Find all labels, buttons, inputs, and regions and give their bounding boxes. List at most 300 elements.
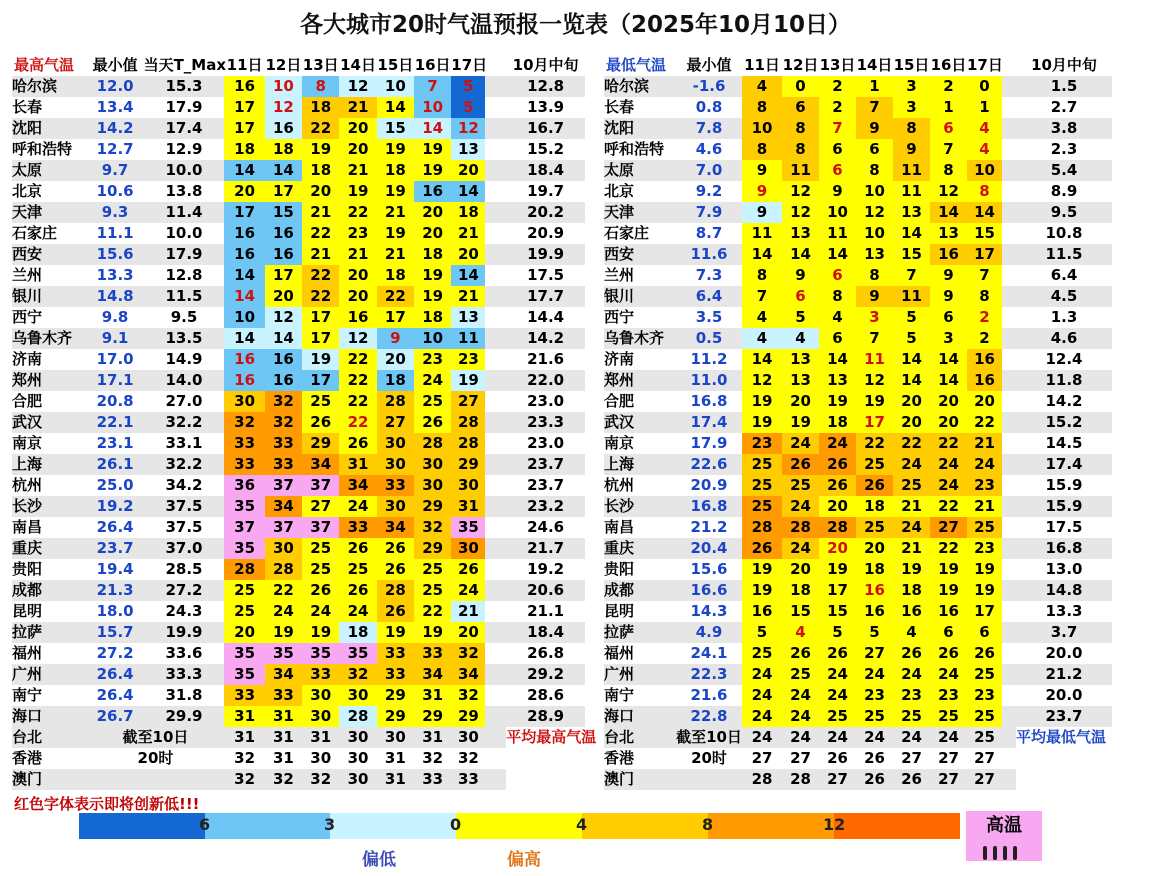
high-header-cell: 10月中旬	[512, 56, 579, 74]
city-name: 南京	[12, 433, 87, 454]
forecast-cell: 11	[742, 223, 782, 244]
average-note: 平均最高气温	[506, 728, 597, 746]
city-name: 石家庄	[604, 223, 676, 244]
forecast-cell: 24	[930, 727, 967, 748]
forecast-cell: 14	[265, 160, 302, 181]
forecast-cell: 26	[377, 538, 414, 559]
forecast-cell: 20	[782, 559, 819, 580]
table-row	[12, 349, 585, 370]
forecast-cell: 18	[819, 412, 856, 433]
forecast-cell: 26	[819, 643, 856, 664]
forecast-cell: 6	[819, 265, 856, 286]
forecast-cell: 24	[893, 517, 930, 538]
mid-october-value: 17.4	[1016, 454, 1112, 475]
forecast-cell: 26	[782, 643, 819, 664]
forecast-cell: 18	[339, 622, 376, 643]
forecast-cell: 8	[782, 139, 819, 160]
legend-tick-label: 12	[823, 815, 846, 834]
min-value: 20.8	[87, 391, 144, 412]
forecast-cell: 20	[782, 391, 819, 412]
min-value: 6.4	[676, 286, 742, 307]
forecast-cell: 32	[224, 412, 264, 433]
min-value: 21.2	[676, 517, 742, 538]
city-name: 海口	[604, 706, 676, 727]
forecast-cell: 20	[451, 244, 485, 265]
spacer-cell	[1002, 706, 1016, 727]
forecast-cell: 26	[930, 643, 967, 664]
mid-october-value: 11.8	[1016, 370, 1112, 391]
city-name: 郑州	[604, 370, 676, 391]
forecast-cell: 13	[856, 244, 893, 265]
forecast-cell: 24	[819, 664, 856, 685]
today-max-value: 31.8	[144, 685, 225, 706]
forecast-cell: 29	[302, 433, 339, 454]
forecast-cell: 25	[967, 517, 1002, 538]
forecast-cell: 26	[819, 748, 856, 769]
table-row	[12, 202, 585, 223]
forecast-cell: 5	[782, 307, 819, 328]
spacer-cell	[485, 202, 506, 223]
forecast-cell: 6	[930, 307, 967, 328]
spacer-cell	[1002, 370, 1016, 391]
min-value: 11.2	[676, 349, 742, 370]
forecast-cell: 16	[265, 118, 302, 139]
forecast-cell: 29	[414, 538, 451, 559]
forecast-cell: 5	[451, 76, 485, 97]
high-header-cell: 16日	[414, 56, 451, 74]
forecast-cell: 26	[377, 601, 414, 622]
forecast-cell: 29	[414, 496, 451, 517]
forecast-cell: 25	[856, 454, 893, 475]
low-header-cell: 13日	[819, 56, 856, 74]
table-row	[604, 97, 1112, 118]
min-value: 8.7	[676, 223, 742, 244]
forecast-cell: 22	[930, 496, 967, 517]
forecast-cell: 30	[414, 475, 451, 496]
mid-october-value: 15.9	[1016, 496, 1112, 517]
forecast-cell: 22	[302, 265, 339, 286]
forecast-cell: 22	[930, 538, 967, 559]
forecast-cell: 22	[339, 370, 376, 391]
forecast-cell: 33	[451, 769, 485, 790]
mid-october-value: 4.5	[1016, 286, 1112, 307]
mid-october-value: 19.2	[506, 559, 585, 580]
forecast-cell: 11	[856, 349, 893, 370]
spacer-cell	[485, 244, 506, 265]
forecast-cell: 33	[224, 454, 264, 475]
forecast-cell: 18	[265, 139, 302, 160]
forecast-cell: 2	[819, 97, 856, 118]
forecast-cell: 25	[893, 706, 930, 727]
forecast-cell: 26	[893, 643, 930, 664]
forecast-cell: 33	[339, 517, 376, 538]
mid-october-value: 8.9	[1016, 181, 1112, 202]
today-max-value: 10.0	[144, 223, 225, 244]
today-max-value: 32.2	[144, 412, 225, 433]
table-row	[12, 76, 585, 97]
city-name: 合肥	[604, 391, 676, 412]
forecast-cell: 24	[782, 685, 819, 706]
forecast-cell: 27	[967, 748, 1002, 769]
city-name: 太原	[12, 160, 87, 181]
forecast-cell: 25	[224, 601, 264, 622]
forecast-cell: 19	[893, 559, 930, 580]
forecast-cell: 14	[782, 244, 819, 265]
min-value: 26.1	[87, 454, 144, 475]
forecast-cell: 8	[856, 265, 893, 286]
forecast-cell: 25	[782, 664, 819, 685]
forecast-cell: 18	[782, 580, 819, 601]
forecast-cell: 8	[302, 76, 339, 97]
min-value: 11.1	[87, 223, 144, 244]
high-header-cell: 最高气温	[14, 56, 75, 74]
forecast-cell: 24	[742, 685, 782, 706]
forecast-cell: 29	[451, 706, 485, 727]
city-name: 北京	[12, 181, 87, 202]
forecast-cell: 16	[265, 244, 302, 265]
table-row	[12, 244, 585, 265]
forecast-cell: 20	[377, 349, 414, 370]
forecast-cell: 11	[893, 181, 930, 202]
forecast-cell: 37	[265, 517, 302, 538]
low-header-cell: 17日	[967, 56, 1003, 74]
forecast-cell: 18	[302, 160, 339, 181]
table-row	[12, 538, 585, 559]
table-row	[604, 664, 1112, 685]
forecast-cell: 21	[451, 223, 485, 244]
spacer-cell	[485, 559, 506, 580]
table-row	[12, 727, 585, 748]
forecast-cell: 12	[782, 202, 819, 223]
min-value: 19.2	[87, 496, 144, 517]
today-max-value: 17.9	[144, 97, 225, 118]
forecast-cell: 22	[339, 412, 376, 433]
legend-segment	[205, 813, 330, 839]
forecast-cell: 0	[782, 76, 819, 97]
today-max-value: 12.8	[144, 265, 225, 286]
mid-october-value: 9.5	[1016, 202, 1112, 223]
forecast-cell: 21	[377, 202, 414, 223]
forecast-cell: 19	[967, 580, 1002, 601]
forecast-cell: 25	[302, 559, 339, 580]
forecast-cell: 10	[414, 97, 451, 118]
city-name: 长沙	[12, 496, 87, 517]
spacer-cell	[485, 223, 506, 244]
forecast-cell: 30	[377, 727, 414, 748]
forecast-cell: 32	[451, 685, 485, 706]
spacer-cell	[485, 265, 506, 286]
forecast-cell: 26	[302, 580, 339, 601]
forecast-cell: 20	[893, 412, 930, 433]
table-row	[604, 559, 1112, 580]
min-value: 20.4	[676, 538, 742, 559]
forecast-cell: 4	[742, 307, 782, 328]
min-value: 9.8	[87, 307, 144, 328]
legend-tick-label: 4	[576, 815, 588, 834]
forecast-cell: 20	[302, 181, 339, 202]
city-name: 南京	[604, 433, 676, 454]
forecast-cell: 16	[742, 601, 782, 622]
low-header-cell: 最低气温	[606, 56, 667, 74]
today-max-value: 34.2	[144, 475, 225, 496]
forecast-cell: 14	[224, 328, 264, 349]
high-header-cell: 13日	[302, 56, 339, 74]
forecast-cell: 7	[414, 76, 451, 97]
forecast-cell: 33	[414, 769, 451, 790]
mid-october-value: 4.6	[1016, 328, 1112, 349]
table-row	[12, 391, 585, 412]
legend-tick-label: 0	[450, 815, 462, 834]
forecast-cell: 14	[377, 97, 414, 118]
spacer-cell	[1002, 475, 1016, 496]
forecast-cell: 25	[742, 643, 782, 664]
forecast-cell: 33	[377, 475, 414, 496]
forecast-cell: 21	[893, 496, 930, 517]
city-name: 兰州	[12, 265, 87, 286]
min-value: 19.4	[87, 559, 144, 580]
min-value: 26.7	[87, 706, 144, 727]
forecast-cell: 32	[302, 769, 339, 790]
min-value: 17.9	[676, 433, 742, 454]
forecast-cell: 19	[819, 559, 856, 580]
forecast-cell: 24	[856, 727, 893, 748]
forecast-cell: 11	[451, 328, 485, 349]
forecast-cell: 28	[451, 412, 485, 433]
forecast-cell: 25	[782, 475, 819, 496]
spacer-cell	[1002, 538, 1016, 559]
forecast-cell: 32	[339, 664, 376, 685]
forecast-cell: 23	[339, 223, 376, 244]
spacer-cell	[1002, 664, 1016, 685]
forecast-cell: 9	[377, 328, 414, 349]
forecast-cell: 10	[856, 181, 893, 202]
today-max-value: 33.1	[144, 433, 225, 454]
forecast-cell: 0	[967, 76, 1002, 97]
forecast-cell: 18	[856, 559, 893, 580]
red-font-note: 红色字体表示即将创新低!!!	[14, 795, 200, 813]
today-max-value: 37.0	[144, 538, 225, 559]
forecast-cell: 16	[856, 580, 893, 601]
mid-october-value: 17.5	[506, 265, 585, 286]
min-value: 20.9	[676, 475, 742, 496]
forecast-cell: 24	[742, 727, 782, 748]
table-row	[604, 496, 1112, 517]
spacer-cell	[1002, 160, 1016, 181]
forecast-cell: 17	[224, 202, 264, 223]
forecast-cell: 16	[224, 370, 264, 391]
today-max-value: 37.5	[144, 517, 225, 538]
forecast-cell: 27	[302, 496, 339, 517]
city-name: 杭州	[604, 475, 676, 496]
city-name: 西安	[604, 244, 676, 265]
forecast-cell: 19	[451, 370, 485, 391]
city-name: 南宁	[12, 685, 87, 706]
forecast-cell: 27	[967, 769, 1002, 790]
min-value: 15.7	[87, 622, 144, 643]
spacer-cell	[485, 685, 506, 706]
spacer-cell	[1002, 97, 1016, 118]
forecast-cell: 16	[265, 370, 302, 391]
mid-october-value: 14.8	[1016, 580, 1112, 601]
forecast-cell: 9	[930, 286, 967, 307]
forecast-cell: 30	[451, 538, 485, 559]
city-name: 贵阳	[604, 559, 676, 580]
min-value: 7.8	[676, 118, 742, 139]
forecast-cell: 27	[742, 748, 782, 769]
city-name: 重庆	[604, 538, 676, 559]
forecast-cell: 19	[967, 559, 1002, 580]
forecast-cell: 7	[856, 97, 893, 118]
spacer-cell	[485, 643, 506, 664]
forecast-cell: 20	[819, 538, 856, 559]
mid-october-value: 23.0	[506, 391, 585, 412]
table-row	[604, 475, 1112, 496]
forecast-cell: 17	[967, 244, 1002, 265]
table-row	[604, 517, 1112, 538]
min-value: 13.4	[87, 97, 144, 118]
average-note	[506, 769, 585, 790]
average-note	[1016, 748, 1112, 769]
mid-october-value: 20.6	[506, 580, 585, 601]
mid-october-value: 21.7	[506, 538, 585, 559]
forecast-cell: 24	[967, 454, 1002, 475]
mid-october-value: 26.8	[506, 643, 585, 664]
mid-october-value: 2.7	[1016, 97, 1112, 118]
forecast-cell: 30	[339, 685, 376, 706]
forecast-cell: 17	[265, 181, 302, 202]
spacer-cell	[485, 454, 506, 475]
forecast-cell: 20	[819, 496, 856, 517]
forecast-cell: 12	[856, 202, 893, 223]
city-name: 长沙	[604, 496, 676, 517]
min-value: 24.1	[676, 643, 742, 664]
forecast-cell: 11	[782, 160, 819, 181]
today-max-value: 14.0	[144, 370, 225, 391]
forecast-cell: 35	[224, 538, 264, 559]
mid-october-value: 19.7	[506, 181, 585, 202]
forecast-cell: 9	[930, 265, 967, 286]
forecast-cell: 8	[782, 118, 819, 139]
forecast-cell: 35	[265, 643, 302, 664]
forecast-cell: 19	[302, 349, 339, 370]
forecast-cell: 4	[967, 139, 1002, 160]
forecast-cell: 24	[893, 664, 930, 685]
city-name: 上海	[12, 454, 87, 475]
forecast-cell: 9	[856, 118, 893, 139]
table-row	[12, 328, 585, 349]
forecast-cell: 34	[451, 664, 485, 685]
high-header-cell: 15日	[377, 56, 414, 74]
forecast-cell: 3	[930, 328, 967, 349]
spacer-cell	[1002, 76, 1016, 97]
spacer-cell	[1002, 496, 1016, 517]
forecast-cell: 7	[930, 139, 967, 160]
today-max-value: 27.2	[144, 580, 225, 601]
forecast-cell: 30	[224, 391, 264, 412]
table-row	[12, 769, 585, 790]
city-name: 成都	[604, 580, 676, 601]
city-name: 台北	[12, 727, 87, 748]
forecast-cell: 32	[414, 517, 451, 538]
table-row	[604, 433, 1112, 454]
spacer-cell	[485, 580, 506, 601]
city-name: 济南	[12, 349, 87, 370]
forecast-cell: 33	[224, 433, 264, 454]
forecast-cell: 27	[930, 748, 967, 769]
spacer-cell	[485, 181, 506, 202]
table-row	[12, 496, 585, 517]
forecast-cell: 14	[893, 370, 930, 391]
forecast-cell: 26	[782, 454, 819, 475]
forecast-cell: 28	[339, 706, 376, 727]
city-name: 银川	[604, 286, 676, 307]
forecast-cell: 31	[414, 685, 451, 706]
mid-october-value: 18.4	[506, 160, 585, 181]
forecast-cell: 22	[302, 223, 339, 244]
mid-october-value: 16.7	[506, 118, 585, 139]
forecast-cell: 24	[819, 685, 856, 706]
city-name: 银川	[12, 286, 87, 307]
forecast-cell: 8	[967, 286, 1002, 307]
table-row	[12, 118, 585, 139]
forecast-cell: 19	[742, 580, 782, 601]
forecast-cell: 17	[302, 370, 339, 391]
forecast-cell: 11	[893, 160, 930, 181]
forecast-cell: 19	[302, 139, 339, 160]
spacer-cell	[1002, 748, 1016, 769]
forecast-cell: 24	[930, 475, 967, 496]
forecast-cell: 20	[856, 538, 893, 559]
forecast-cell: 37	[224, 517, 264, 538]
forecast-cell: 10	[967, 160, 1002, 181]
forecast-cell: 23	[856, 685, 893, 706]
table-row	[604, 223, 1112, 244]
spacer-cell	[485, 433, 506, 454]
table-row	[12, 643, 585, 664]
forecast-cell: 37	[302, 517, 339, 538]
forecast-cell: 8	[742, 265, 782, 286]
spacer-cell	[485, 160, 506, 181]
min-value: 12.7	[87, 139, 144, 160]
forecast-cell: 28	[782, 517, 819, 538]
forecast-cell: 3	[856, 307, 893, 328]
forecast-cell: 37	[265, 475, 302, 496]
forecast-cell: 9	[819, 181, 856, 202]
forecast-cell: 4	[742, 328, 782, 349]
forecast-cell: 22	[302, 118, 339, 139]
forecast-cell: 6	[782, 286, 819, 307]
high-header-cell: 17日	[451, 56, 488, 74]
forecast-cell: 1	[856, 76, 893, 97]
min-value: 16.8	[676, 496, 742, 517]
forecast-cell: 27	[893, 748, 930, 769]
forecast-cell: 27	[451, 391, 485, 412]
forecast-cell: 18	[451, 202, 485, 223]
mid-october-value: 5.4	[1016, 160, 1112, 181]
forecast-cell: 26	[302, 412, 339, 433]
city-name: 哈尔滨	[604, 76, 676, 97]
forecast-cell: 6	[930, 118, 967, 139]
forecast-cell: 25	[967, 664, 1002, 685]
forecast-cell: 20	[265, 286, 302, 307]
spacer-cell	[485, 517, 506, 538]
table-row	[12, 580, 585, 601]
today-max-value: 37.5	[144, 496, 225, 517]
forecast-cell: 31	[265, 727, 302, 748]
forecast-cell: 15	[967, 223, 1002, 244]
forecast-cell: 21	[302, 244, 339, 265]
city-name: 南昌	[604, 517, 676, 538]
